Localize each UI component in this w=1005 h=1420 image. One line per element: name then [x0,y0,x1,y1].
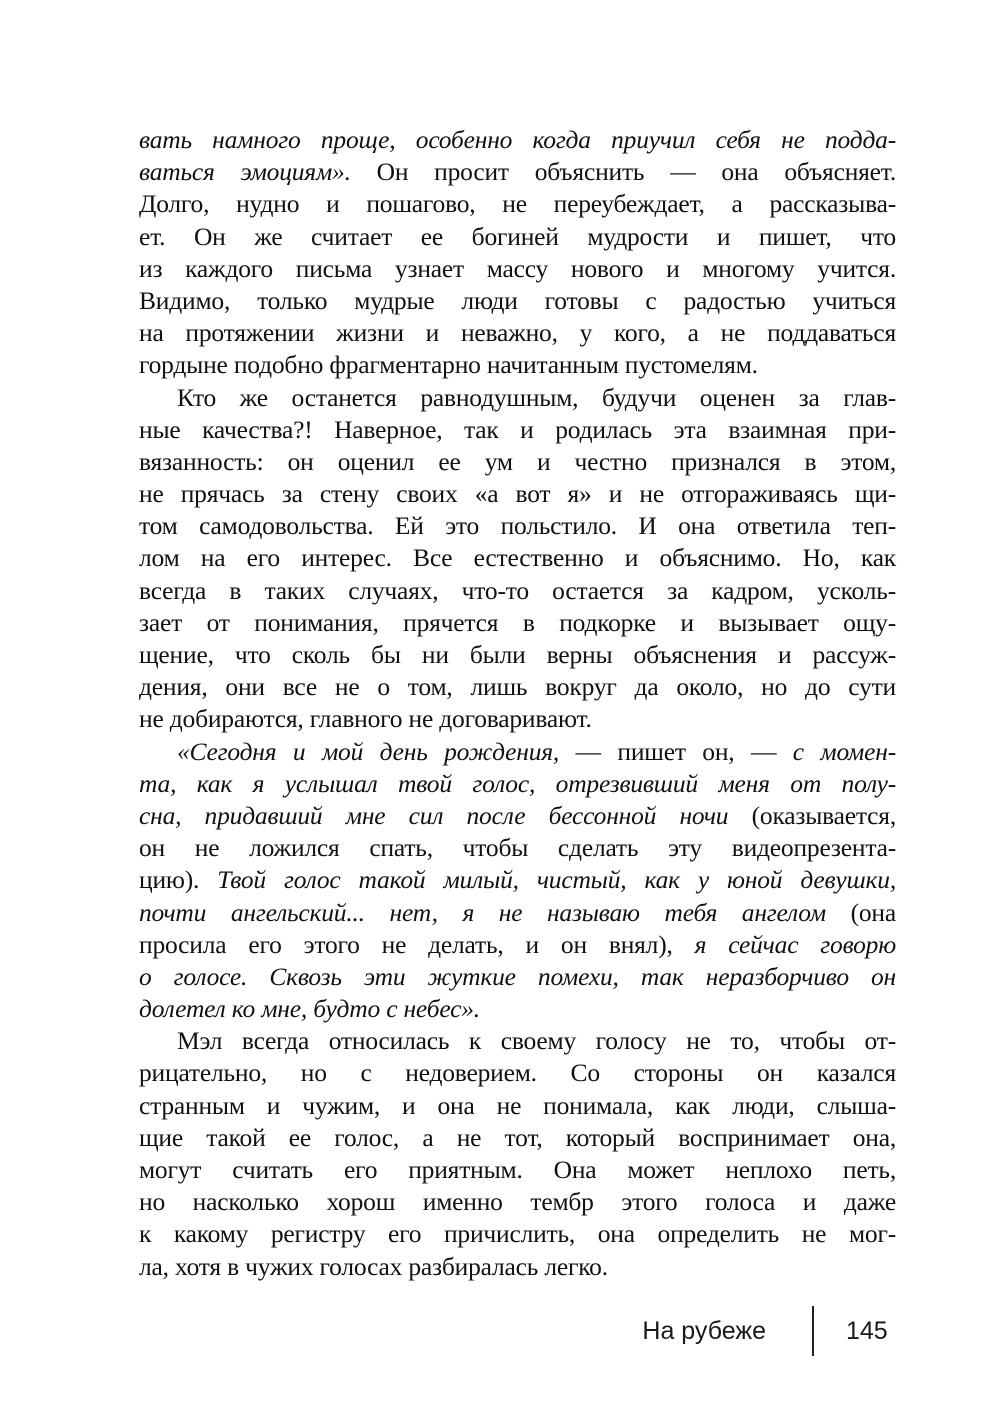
text-segment: гордыне подобно фрагментарно начитанным пустомелям. [139,350,758,380]
text-segment: из каждого письма узнает массу нового и многому учится. [139,253,896,283]
italic-text-segment: сна, придавший мне сил после бессонной ночи [139,800,752,830]
italic-text-segment: я сейчас говорю [694,929,896,959]
paragraph [139,736,896,1026]
text-line [139,124,896,156]
text-segment: просила его этого не делать, и он внял), [139,929,695,959]
text-segment: лом на его интерес. Все естественно и объяснимо. Но, как [139,543,896,573]
page-number: 145 [846,1316,888,1345]
text-line [139,607,896,639]
text-segment: щие такой ее голос, а не тот, который воспринимает она, [139,1122,896,1152]
text-segment: ные качества?! Наверное, так и родилась эта взаимная при- [139,414,896,444]
text-segment: щение, что сколь бы ни были верны объяснения и рассуж- [139,640,896,669]
text-line [139,1218,896,1250]
text-segment: к какому регистру его причислить, она определить не мог- [139,1219,896,1249]
italic-text-segment: «Сегодня и мой день рождения, [177,736,560,766]
text-segment: на протяжении жизни и неважно, у кого, а не поддаваться [139,318,896,348]
text-line [139,671,896,703]
text-line [139,575,896,607]
text-line [139,1025,896,1057]
text-segment: (она [850,897,896,927]
text-segment: Мэл всегда относилась к своему голосу не то, чтобы от- [177,1026,896,1056]
text-line [139,542,896,574]
paragraph [139,1025,896,1283]
text-line [139,382,896,414]
paragraph [139,124,896,382]
italic-text-segment: почти ангельский... нет, я не называю тебя ангелом [139,897,851,927]
text-line [139,253,896,285]
text-segment: не прячась за стену своих «а вот я» и не отгораживаясь щи- [139,479,896,509]
text-line [139,832,896,864]
italic-text-segment: Твой голос такой милый, чистый, как у юной девушки, [217,865,896,895]
italic-text-segment: та, как я услышал твой голос, отрезвивший меня от полу- [139,768,896,798]
text-segment: Долго, нудно и пошагово, не переубеждает, а рассказыва- [139,189,896,219]
text-line [139,736,896,768]
text-line [139,510,896,542]
text-line [139,221,896,253]
italic-text-segment: долетел ко мне, будто с небес». [139,994,480,1024]
page-footer [139,1303,896,1359]
text-line [139,414,896,446]
text-segment: (оказывается, [751,800,896,830]
text-segment: том самодовольства. Ей это польстило. И она ответила теп- [139,511,896,541]
text-line [139,768,896,800]
text-line [139,1154,896,1186]
text-line [139,703,896,735]
text-line [139,1251,896,1283]
text-line [139,961,896,993]
text-segment: странным и чужим, и она не понимала, как люди, слыша- [139,1090,896,1120]
text-segment: но насколько хорош именно тембр этого голоса и даже [139,1187,896,1217]
text-segment: вязанность: он оценил ее ум и честно признался в этом, [139,446,896,476]
page-text [139,124,896,1283]
text-line [139,317,896,349]
text-line [139,156,896,188]
text-line [139,446,896,478]
paragraph [139,382,896,736]
text-segment: дения, они все не о том, лишь вокруг да около, но до сути [139,672,896,702]
text-line [139,285,896,317]
text-segment: ла, хотя в чужих голосах разбиралась легко. [139,1251,608,1281]
text-segment: он не ложился спать, чтобы сделать эту видеопрезента- [139,833,896,863]
italic-text-segment: с момен- [792,736,896,766]
text-segment: не добираются, главного не договаривают. [139,704,592,734]
text-segment: зает от понимания, прячется в подкорке и вызывает ощу- [139,607,896,637]
text-line [139,639,896,671]
italic-text-segment: о голосе. Сквозь эти жуткие помехи, так неразборчиво он [139,961,896,991]
text-line [139,478,896,510]
text-line [139,1057,896,1089]
text-line [139,897,896,929]
running-title: На рубеже [642,1316,766,1345]
text-line [139,929,896,961]
text-segment: могут считать его приятным. Она может неплохо петь, [139,1155,896,1184]
text-segment: всегда в таких случаях, что-то остается за кадром, усколь- [139,575,896,605]
text-line [139,864,896,896]
italic-text-segment: вать намного проще, особенно когда приучил себя не подда- [139,125,896,154]
text-segment: Кто же останется равнодушным, будучи оценен за глав- [177,382,896,412]
text-segment: Видимо, только мудрые люди готовы с радостью учиться [139,285,896,315]
text-line [139,993,896,1025]
text-line [139,188,896,220]
footer-divider [812,1306,814,1356]
text-segment: ет. Он же считает ее богиней мудрости и пишет, что [139,221,896,251]
italic-text-segment: ваться эмоциям». [139,157,351,187]
text-segment: — пишет он, — [559,736,793,766]
text-line [139,800,896,832]
text-segment: Он просит объяснить — она объясняет. [350,157,896,187]
text-line [139,1186,896,1218]
text-segment: рицательно, но с недоверием. Со стороны он казался [139,1058,896,1088]
text-segment: цию). [139,865,218,895]
text-line [139,1122,896,1154]
text-line [139,1090,896,1122]
text-line [139,349,896,381]
